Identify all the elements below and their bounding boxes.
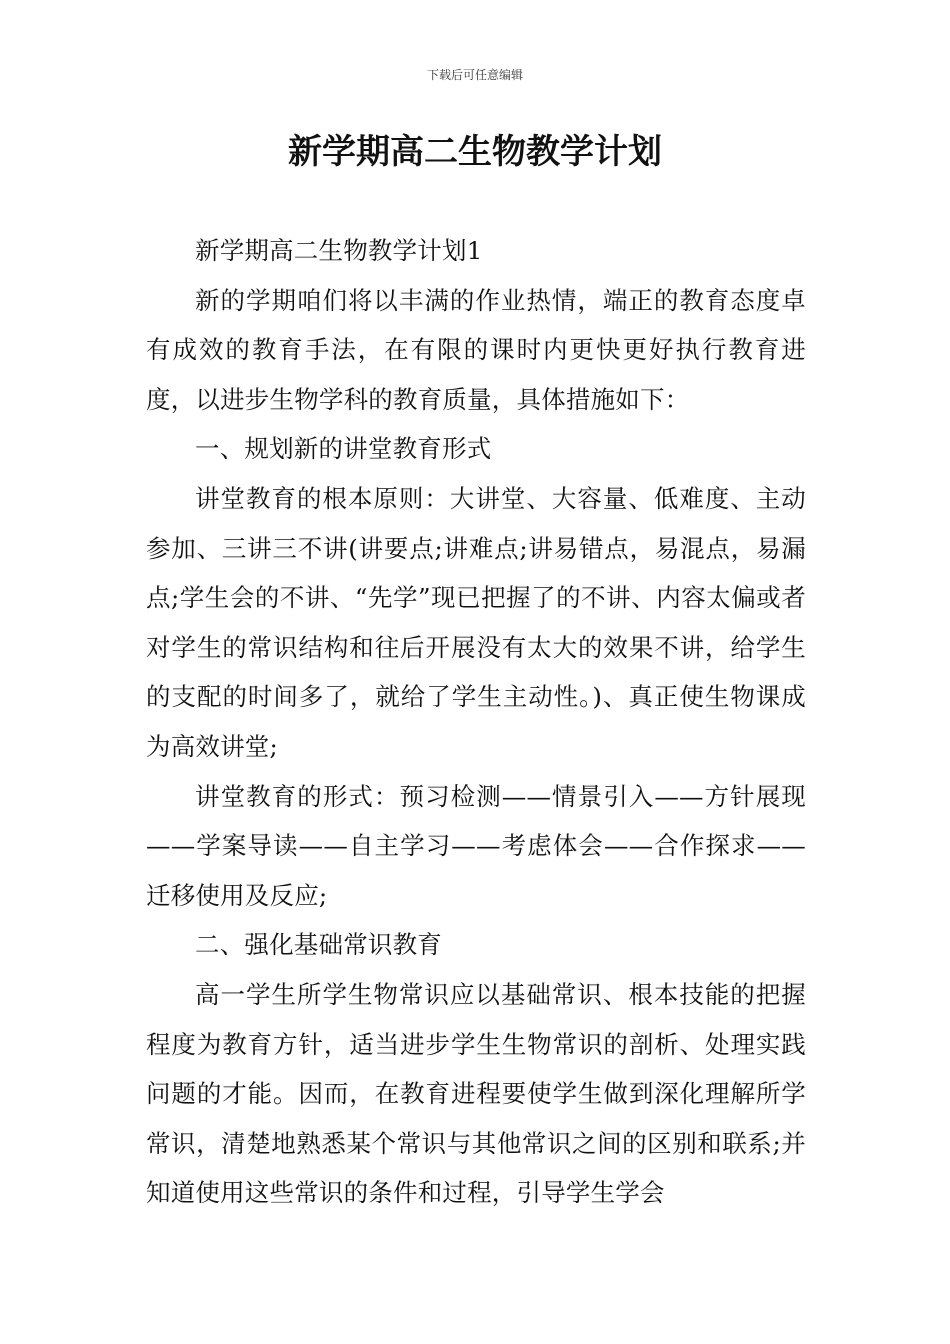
paragraph-intro: 新的学期咱们将以丰满的作业热情，端正的教育态度卓有成效的教育手法，在有限的课时内更快更好执行教育进度，以进步生物学科的教育质量，具体措施如下： xyxy=(146,285,806,414)
paragraph-format: 讲堂教育的形式：预习检测——情景引入——方针展现——学案导读——自主学习——考虑体会——合作探求——迁移使用及反应; xyxy=(146,781,806,910)
paragraph-foundation: 高一学生所学生物常识应以基础常识、根本技能的把握程度为教育方针，适当进步学生生物常识的剖析、处理实践问题的才能。因而，在教育进程要使学生做到深化理解所学常识，清楚地熟悉某个常识与其他常识之间的区别和联系;并知道使用这些常识的条件和过程，引导学生学会 xyxy=(146,979,806,1208)
header-note: 下载后可任意编辑 xyxy=(426,68,523,82)
section-subtitle: 新学期高二生物教学计划1 xyxy=(195,236,483,265)
document-title: 新学期高二生物教学计划 xyxy=(288,132,662,172)
section-heading-1: 一、规划新的讲堂教育形式 xyxy=(195,434,492,464)
paragraph-principles: 讲堂教育的根本原则：大讲堂、大容量、低难度、主动参加、三讲三不讲(讲要点;讲难点;讲易错点，易混点，易漏点;学生会的不讲、“先学”现已把握了的不讲、内容太偏或者对学生的常识结构和往后开展没有太大的效果不讲，给学生的支配的时间多了，就给了学生主动性。)、真正使生物课成为高效讲堂; xyxy=(146,483,806,761)
document-body xyxy=(146,226,806,1218)
section-heading-2: 二、强化基础常识教育 xyxy=(195,930,442,960)
